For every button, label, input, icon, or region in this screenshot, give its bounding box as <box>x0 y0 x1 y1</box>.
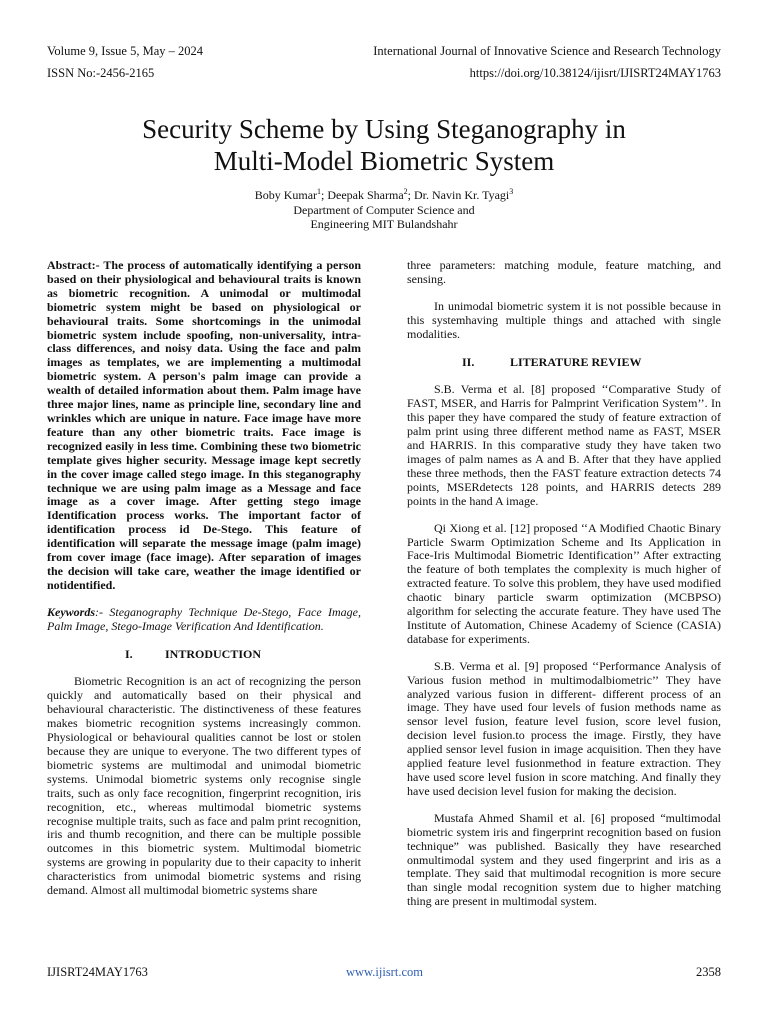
issn: ISSN No:-2456-2165 <box>47 66 155 80</box>
section-number: II. <box>462 354 475 369</box>
author-3-affiliation: 3 <box>509 187 514 196</box>
review-paragraph-xiong-12: Qi Xiong et al. [12] proposed ‘‘A Modified Chaotic Binary Particle Swarm Optimization Scheme and Its Application in Face-Iris Multimodal Biometric Identification’’ After extracting the feature of both templates the complexity is much higher of extracted feature. To solve this problem, they have used modified chaotic binary particle swarm optimization (MCBPSO) algorithm for selecting the accurate feature. They have used The Institute of Automation, Chinese Academy of Science (CASIA) database for experiments. <box>407 520 721 646</box>
author-list <box>0 188 768 203</box>
review-paragraph-verma-9: S.B. Verma et al. [9] proposed ‘‘Performance Analysis of Various fusion method in multimodalbiometric’’ They have analyzed various fusion in different- different process of an image. They have used four levels of fusion methods name as sensor level fusion, feature level fusion, score level fusion, decision level fusion.to process the image. Firstly, they have applied sensor level fusion in image acquisition. Then they have applied feature level fusionmethod in feature extraction. They have used score level fusion in score matching. And finally they have used decision level fusion for making the decision. <box>407 658 721 798</box>
left-column <box>47 259 361 898</box>
paper-title <box>0 113 768 177</box>
keywords <box>47 606 361 634</box>
keywords-label: Keywords <box>47 604 95 619</box>
section-title: LITERATURE REVIEW <box>510 354 642 369</box>
author-2: ; Deepak Sharma <box>321 188 404 202</box>
abstract: Abstract:- The process of automatically identifying a person based on their physiological and behavioural traits is known as biometric recognition. A unimodal or multimodal biometric system might be based on physiological or behavioural traits. Some shortcomings in the unimodal biometric system include spoofing, non-universality, intra-class differences, and noisy data. Using the face and palm images as templates, we are implementing a multimodal biometric system. A person's palm image can provide a wealth of detailed information about them. Palm image have three major lines, name as principle line, secondary line and wrinkles which are unique in nature. Face image have more feature than any other biometric traits. Face image is recognized easily in less time. Combining these two biometric template gives higher security. Message image kept secretly in the cover image called stego image. In this steganography technique we are using palm image as a Message and face image as a cover image. After getting stego image Identification process works. The important factor of identification process id De-Stego. This feature of identification will separate the message image (palm image) from cover image (face image). After separation of images the decision will take care, weather the image identified or notidentified. <box>47 258 361 592</box>
author-1-affiliation: 1 <box>317 187 322 196</box>
footer-paper-code: IJISRT24MAY1763 <box>47 965 148 979</box>
institution: Engineering MIT Bulandshahr <box>310 217 458 231</box>
doi-link[interactable]: https://doi.org/10.38124/ijisrt/IJISRT24MAY1763 <box>469 66 721 80</box>
author-block <box>0 188 768 232</box>
right-column <box>407 259 721 909</box>
introduction-paragraph: Biometric Recognition is an act of recognizing the person quickly and automatically based on their physical and behavioural characteristic. The distinctiveness of these features makes biometric recognition systems increasingly common. Physiological or behavioural qualities cannot be lost or stolen because they are unique to everyone. The two different types of biometric systems are multimodal and unimodal biometric systems. Unimodal biometric systems only recognise single traits, such as only face recognition, fingerprint recognition, iris recognition, etc., whereas multimodal biometric systems recognise multiple traits, such as face and palm print recognition, iris and thumb recognition, and there can be multiple possible outcomes in this biometric system. Multimodal biometric systems are growing in popularity due to their capacity to inherit characteristics from unimodal biometric systems and rising demand. Almost all multimodal biometric systems share <box>47 674 361 898</box>
author-2-affiliation: 2 <box>403 187 408 196</box>
author-1: Boby Kumar <box>254 188 318 202</box>
footer-page-number: 2358 <box>696 965 721 979</box>
department: Department of Computer Science and <box>293 202 475 217</box>
keywords-text: :- Steganography Technique De-Stego, Face Image, Palm Image, Stego-Image Verification And Identification. <box>47 604 361 633</box>
footer-website-link[interactable]: www.ijisrt.com <box>346 965 423 979</box>
title-line-2: Multi-Model Biometric System <box>213 146 555 177</box>
review-paragraph-shamil-6: Mustafa Ahmed Shamil et al. [6] proposed “multimodal biometric system iris and fingerprint recognition based on fusion technique” was published. Basically they have researched onmultimodal system and they used fingerprint and iris as a template. They said that multimodal recognition is more secure than single modal recognition system due to higher matching thing are present in multimodal system. <box>407 810 721 909</box>
section-title: INTRODUCTION <box>165 646 262 661</box>
review-paragraph-verma-8: S.B. Verma et al. [8] proposed ‘‘Comparative Study of FAST, MSER, and Harris for Palmprint Verification System’’. In this paper they have compared the study of feature extraction of palm print using three different method name as FAST, MSER and HARRIS. In this comparative study they have taken two images of palm names as A and B. After that they have applied these three methods, then the FAST feature extraction detects 74 points, MSERdetects 128 points, and HARRIS detects 289 points in the hand A image. <box>407 382 721 508</box>
unimodal-paragraph: In unimodal biometric system it is not possible because in this systemhaving multiple things and attached with single modalities. <box>407 298 721 341</box>
author-3: ; Dr. Navin Kr. Tyagi <box>407 188 510 202</box>
continued-paragraph: three parameters: matching module, feature matching, and sensing. <box>407 258 721 286</box>
section-heading-introduction <box>47 648 361 662</box>
title-line-1: Security Scheme by Using Steganography in <box>142 114 626 145</box>
volume-info: Volume 9, Issue 5, May – 2024 <box>47 44 204 58</box>
journal-name: International Journal of Innovative Science and Research Technology <box>373 44 721 58</box>
section-number: I. <box>125 646 133 661</box>
section-heading-literature-review <box>407 356 721 370</box>
